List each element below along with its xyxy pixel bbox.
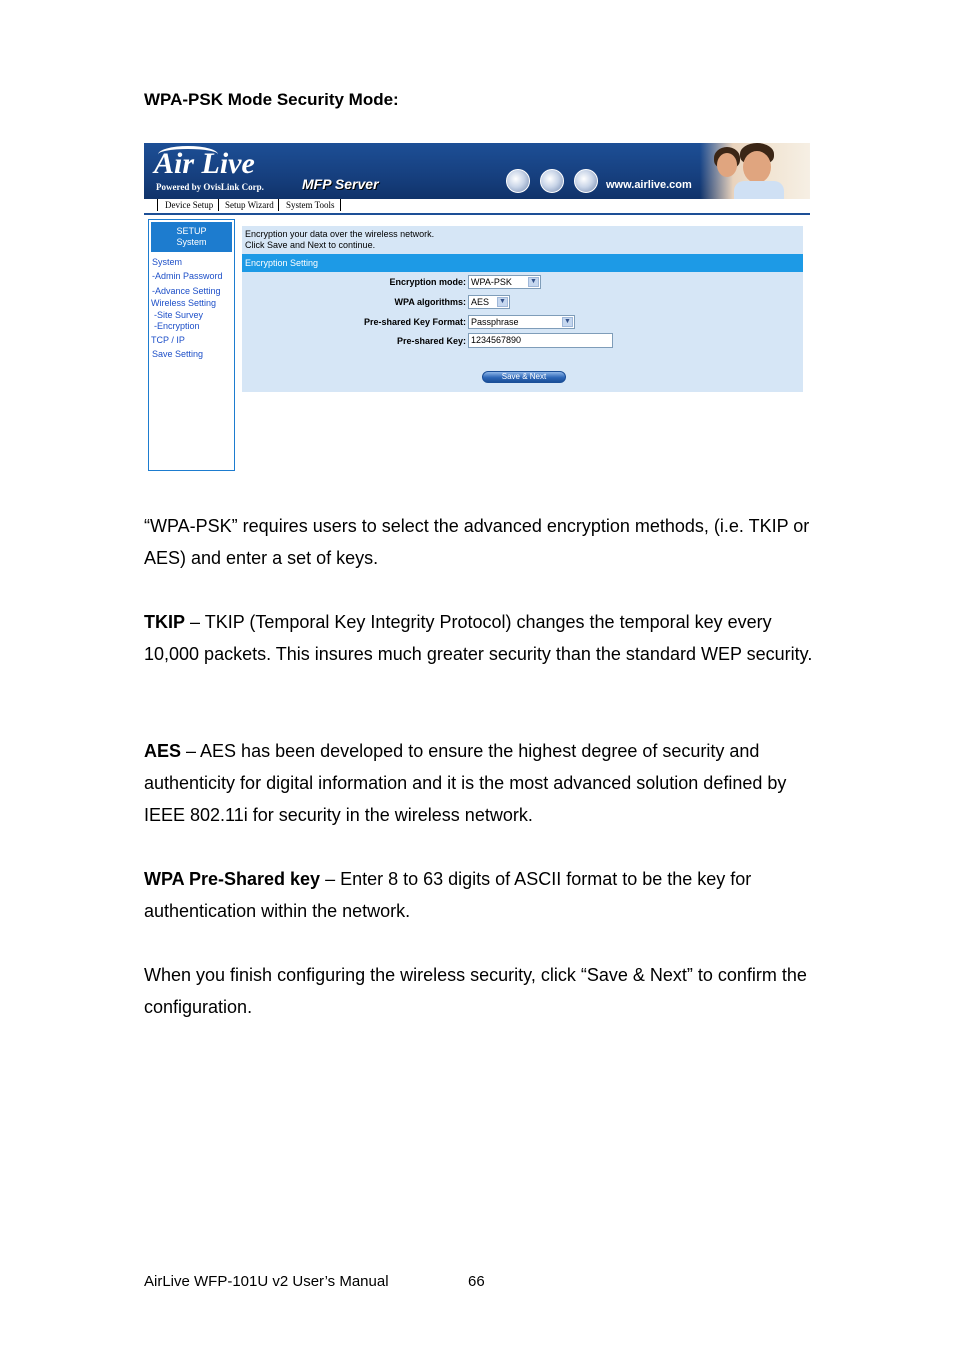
psk-label: Pre-shared Key: <box>396 336 466 346</box>
top-menu <box>144 199 810 215</box>
aes-description: – AES has been developed to ensure the highest degree of security and authenticity for digital information and it is the most advanced solution defined by IEEE 802.11i for security in the wireless network. <box>144 741 787 825</box>
sidebar-item-tcp-ip[interactable]: TCP / IP <box>151 335 185 345</box>
encryption-mode-value: WPA-PSK <box>471 277 512 287</box>
encryption-mode-select[interactable] <box>468 275 541 289</box>
globe-icon <box>506 169 530 193</box>
sidebar-item-wireless-setting[interactable]: Wireless Setting <box>151 298 217 308</box>
section-heading: WPA-PSK Mode Security Mode: <box>144 90 399 109</box>
tkip-description: – TKIP (Temporal Key Integrity Protocol) changes the temporal key every 10,000 packets. This insures much greater security than the standard WEP security. <box>144 612 813 664</box>
menu-device-setup[interactable]: Device Setup <box>165 200 214 210</box>
sidebar-item-encryption[interactable]: -Encryption <box>154 321 200 331</box>
page-number: 66 <box>468 1273 485 1290</box>
menu-setup-wizard[interactable]: Setup Wizard <box>225 200 274 210</box>
sidebar-item-advance-setting[interactable]: -Advance Setting <box>152 286 221 296</box>
chevron-down-icon[interactable]: ▼ <box>528 277 539 287</box>
paragraph-wpa-psk: “WPA-PSK” requires users to select the advanced encryption methods, (i.e. TKIP or AES) and enter a set of keys. <box>144 516 810 568</box>
term-tkip: TKIP <box>144 612 186 632</box>
router-ui-screenshot <box>144 143 810 473</box>
wpa-algorithms-label: WPA algorithms: <box>394 297 466 307</box>
paragraph-aes <box>144 735 824 831</box>
encryption-mode-label: Encryption mode: <box>389 277 466 287</box>
wpa-algorithms-select[interactable] <box>468 295 510 309</box>
intro-line-1: Encryption your data over the wireless network. <box>245 229 435 239</box>
menu-system-tools[interactable]: System Tools <box>286 200 335 210</box>
people-photo <box>700 143 810 199</box>
website-url: www.airlive.com <box>606 179 692 191</box>
sidebar-item-save-setting[interactable]: Save Setting <box>152 349 204 359</box>
intro-text <box>245 229 434 251</box>
psk-description: – Enter 8 to 63 digits of ASCII format to be the key for authentication within the network. <box>144 869 752 921</box>
sidebar-header <box>151 222 232 252</box>
sidebar-item-system[interactable]: System <box>152 257 183 267</box>
wpa-algorithms-value: AES <box>471 297 490 307</box>
paragraph-psk <box>144 863 824 927</box>
psk-input[interactable]: 1234567890 <box>468 333 613 348</box>
product-name: MFP Server <box>302 176 379 192</box>
encryption-setting-title: Encryption Setting <box>242 254 803 272</box>
banner <box>144 143 810 199</box>
logo-tagline: Powered by OvisLink Corp. <box>156 182 264 192</box>
intro-line-2: Click Save and Next to continue. <box>245 240 376 250</box>
sidebar-header-setup: SETUP <box>176 226 207 236</box>
sidebar-item-admin-password[interactable]: -Admin Password <box>152 271 223 281</box>
paragraph-tkip <box>144 606 824 670</box>
key-format-select[interactable] <box>468 315 575 329</box>
sidebar-item-site-survey[interactable]: -Site Survey <box>154 310 204 320</box>
term-wpa-pre-shared-key: WPA Pre-Shared key <box>144 869 321 889</box>
airlive-logo: Air Live <box>154 147 255 180</box>
term-aes: AES <box>144 741 182 761</box>
globe-icon <box>574 169 598 193</box>
globe-icon <box>540 169 564 193</box>
paragraph-save-next: When you finish configuring the wireless security, click “Save & Next” to confirm the configuration. <box>144 965 807 1017</box>
key-format-label: Pre-shared Key Format: <box>363 317 466 327</box>
key-format-value: Passphrase <box>471 317 519 327</box>
chevron-down-icon[interactable]: ▼ <box>497 297 508 307</box>
setup-sidebar <box>148 219 235 471</box>
sidebar-header-system: System <box>176 237 207 247</box>
save-next-button[interactable]: Save & Next <box>482 371 566 383</box>
footer-manual-title: AirLive WFP-101U v2 User’s Manual <box>144 1273 389 1290</box>
encryption-panel <box>242 226 803 392</box>
chevron-down-icon[interactable]: ▼ <box>562 317 573 327</box>
